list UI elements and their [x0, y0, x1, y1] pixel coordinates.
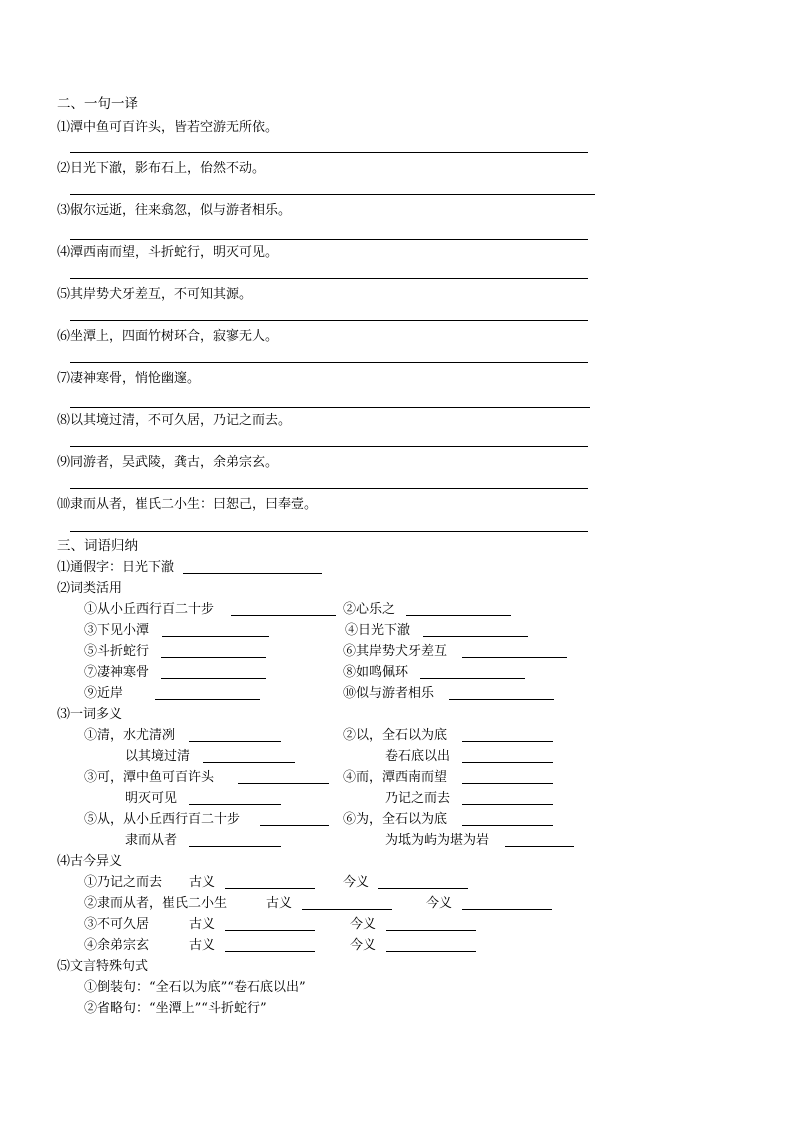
- answer-line-4[interactable]: [70, 278, 588, 279]
- word-class-item-2: ②心乐之: [343, 602, 396, 617]
- word-class-item-1: ①从小丘西行百二十步: [84, 602, 215, 617]
- answer-line-6[interactable]: [70, 362, 588, 363]
- modern-meaning-label-4: 今义: [350, 938, 377, 953]
- word-class-item-7: ⑦凄神寒骨: [84, 665, 150, 680]
- answer-line-9[interactable]: [70, 488, 588, 489]
- polysemy-wei-blank-2[interactable]: [505, 846, 574, 847]
- modern-meaning-label-2: 今义: [426, 896, 453, 911]
- ancient-modern-item-2: ②隶而从者，崔氏二小生: [84, 896, 228, 911]
- special-sentence-item-2: ②省略句：“坐潭上”“斗折蛇行”: [84, 1001, 267, 1016]
- polysemy-yi-blank-1[interactable]: [462, 741, 553, 742]
- translation-item-9: ⑼同游者，吴武陵，龚古，余弟宗玄。: [57, 455, 279, 470]
- translation-item-4: ⑷潭西南而望，斗折蛇行，明灭可见。: [57, 245, 279, 260]
- word-class-item-4: ④日光下澈: [345, 623, 411, 638]
- ancient-meaning-label-4: 古义: [189, 938, 216, 953]
- modern-meaning-blank-3[interactable]: [386, 930, 476, 931]
- polysemy-wei-2: 为坻为屿为堪为岩: [385, 833, 490, 848]
- word-class-blank-4[interactable]: [423, 636, 528, 637]
- polysemy-yi-2: 卷石底以出: [385, 749, 451, 764]
- word-class-item-3: ③下见小潭: [84, 623, 150, 638]
- translation-item-8: ⑻以其境过清，不可久居，乃记之而去。: [57, 413, 292, 428]
- answer-line-1[interactable]: [70, 152, 588, 153]
- word-class-item-8: ⑧如鸣佩环: [343, 665, 409, 680]
- word-class-blank-3[interactable]: [162, 636, 269, 637]
- polysemy-qing-1: ①清，水尤清冽: [84, 728, 176, 743]
- word-class-blank-2[interactable]: [406, 615, 511, 616]
- translation-item-7: ⑺凄神寒骨，悄怆幽邃。: [57, 371, 201, 386]
- polysemy-label: ⑶一词多义: [57, 707, 123, 722]
- answer-line-3[interactable]: [70, 239, 588, 240]
- polysemy-ke-blank-2[interactable]: [189, 804, 281, 805]
- translation-item-1: ⑴潭中鱼可百许头，皆若空游无所依。: [57, 120, 279, 135]
- word-class-label: ⑵词类活用: [57, 581, 123, 596]
- ancient-meaning-blank-4[interactable]: [225, 951, 315, 952]
- polysemy-er-blank-2[interactable]: [462, 804, 553, 805]
- word-class-blank-10[interactable]: [449, 699, 554, 700]
- polysemy-cong-blank-2[interactable]: [189, 846, 281, 847]
- polysemy-qing-blank-1[interactable]: [189, 741, 281, 742]
- polysemy-cong-1: ⑤从，从小丘西行百二十步: [84, 812, 241, 827]
- section-three-heading: 三、词语归纳: [57, 538, 138, 554]
- polysemy-er-1: ④而，潭西南而望: [343, 770, 448, 785]
- tongjiazi-blank[interactable]: [183, 573, 322, 574]
- polysemy-qing-2: 以其境过清: [125, 749, 191, 764]
- translation-item-2: ⑵日光下澈，影布石上，佁然不动。: [57, 161, 266, 176]
- translation-item-5: ⑸其岸势犬牙差互，不可知其源。: [57, 287, 253, 302]
- polysemy-ke-1: ③可，潭中鱼可百许头: [84, 770, 215, 785]
- polysemy-cong-2: 隶而从者: [125, 833, 178, 848]
- polysemy-qing-blank-2[interactable]: [203, 762, 295, 763]
- word-class-blank-9[interactable]: [155, 699, 260, 700]
- word-class-blank-1[interactable]: [231, 615, 336, 616]
- answer-line-10[interactable]: [70, 531, 588, 532]
- answer-line-7[interactable]: [70, 407, 590, 408]
- translation-item-10: ⑽隶而从者，崔氏二小生：曰恕己，曰奉壹。: [57, 497, 318, 512]
- polysemy-wei-blank-1[interactable]: [462, 825, 553, 826]
- polysemy-yi-1: ②以，全石以为底: [343, 728, 448, 743]
- modern-meaning-blank-2[interactable]: [462, 909, 552, 910]
- polysemy-ke-blank-1[interactable]: [238, 783, 329, 784]
- ancient-modern-item-1: ①乃记之而去: [84, 875, 163, 890]
- modern-meaning-label-1: 今义: [343, 875, 370, 890]
- word-class-item-5: ⑤斗折蛇行: [84, 644, 150, 659]
- special-sentence-item-1: ①倒装句：“全石以为底”“卷石底以出”: [84, 980, 306, 995]
- ancient-modern-item-4: ④余弟宗玄: [84, 938, 150, 953]
- ancient-modern-item-3: ③不可久居: [84, 917, 150, 932]
- ancient-meaning-label-3: 古义: [189, 917, 216, 932]
- ancient-modern-label: ⑷古今异义: [57, 854, 123, 869]
- polysemy-er-2: 乃记之而去: [385, 791, 451, 806]
- ancient-meaning-blank-3[interactable]: [225, 930, 315, 931]
- polysemy-wei-1: ⑥为，全石以为底: [343, 812, 448, 827]
- modern-meaning-label-3: 今义: [350, 917, 377, 932]
- answer-line-2[interactable]: [70, 194, 595, 195]
- word-class-item-6: ⑥其岸势犬牙差互: [343, 644, 448, 659]
- section-two-heading: 二、一句一译: [57, 96, 138, 112]
- answer-line-8[interactable]: [70, 446, 588, 447]
- translation-item-3: ⑶俶尔远逝，往来翕忽，似与游者相乐。: [57, 203, 292, 218]
- answer-line-5[interactable]: [70, 320, 588, 321]
- modern-meaning-blank-1[interactable]: [378, 888, 468, 889]
- translation-item-6: ⑹坐潭上，四面竹树环合，寂寥无人。: [57, 329, 279, 344]
- word-class-item-10: ⑩似与游者相乐: [343, 686, 435, 701]
- word-class-blank-6[interactable]: [462, 657, 567, 658]
- ancient-meaning-blank-1[interactable]: [225, 888, 315, 889]
- ancient-meaning-label-2: 古义: [266, 896, 293, 911]
- ancient-meaning-blank-2[interactable]: [302, 909, 392, 910]
- word-class-blank-5[interactable]: [161, 657, 266, 658]
- tongjiazi-label: ⑴通假字：日光下澈: [57, 560, 175, 575]
- modern-meaning-blank-4[interactable]: [386, 951, 476, 952]
- polysemy-yi-blank-2[interactable]: [462, 762, 553, 763]
- word-class-blank-8[interactable]: [420, 678, 525, 679]
- word-class-blank-7[interactable]: [161, 678, 266, 679]
- ancient-meaning-label-1: 古义: [189, 875, 216, 890]
- word-class-item-9: ⑨近岸: [84, 686, 124, 701]
- polysemy-cong-blank-1[interactable]: [260, 825, 329, 826]
- polysemy-er-blank-1[interactable]: [462, 783, 553, 784]
- polysemy-ke-2: 明灭可见: [125, 791, 178, 806]
- special-sentence-label: ⑸文言特殊句式: [57, 959, 149, 974]
